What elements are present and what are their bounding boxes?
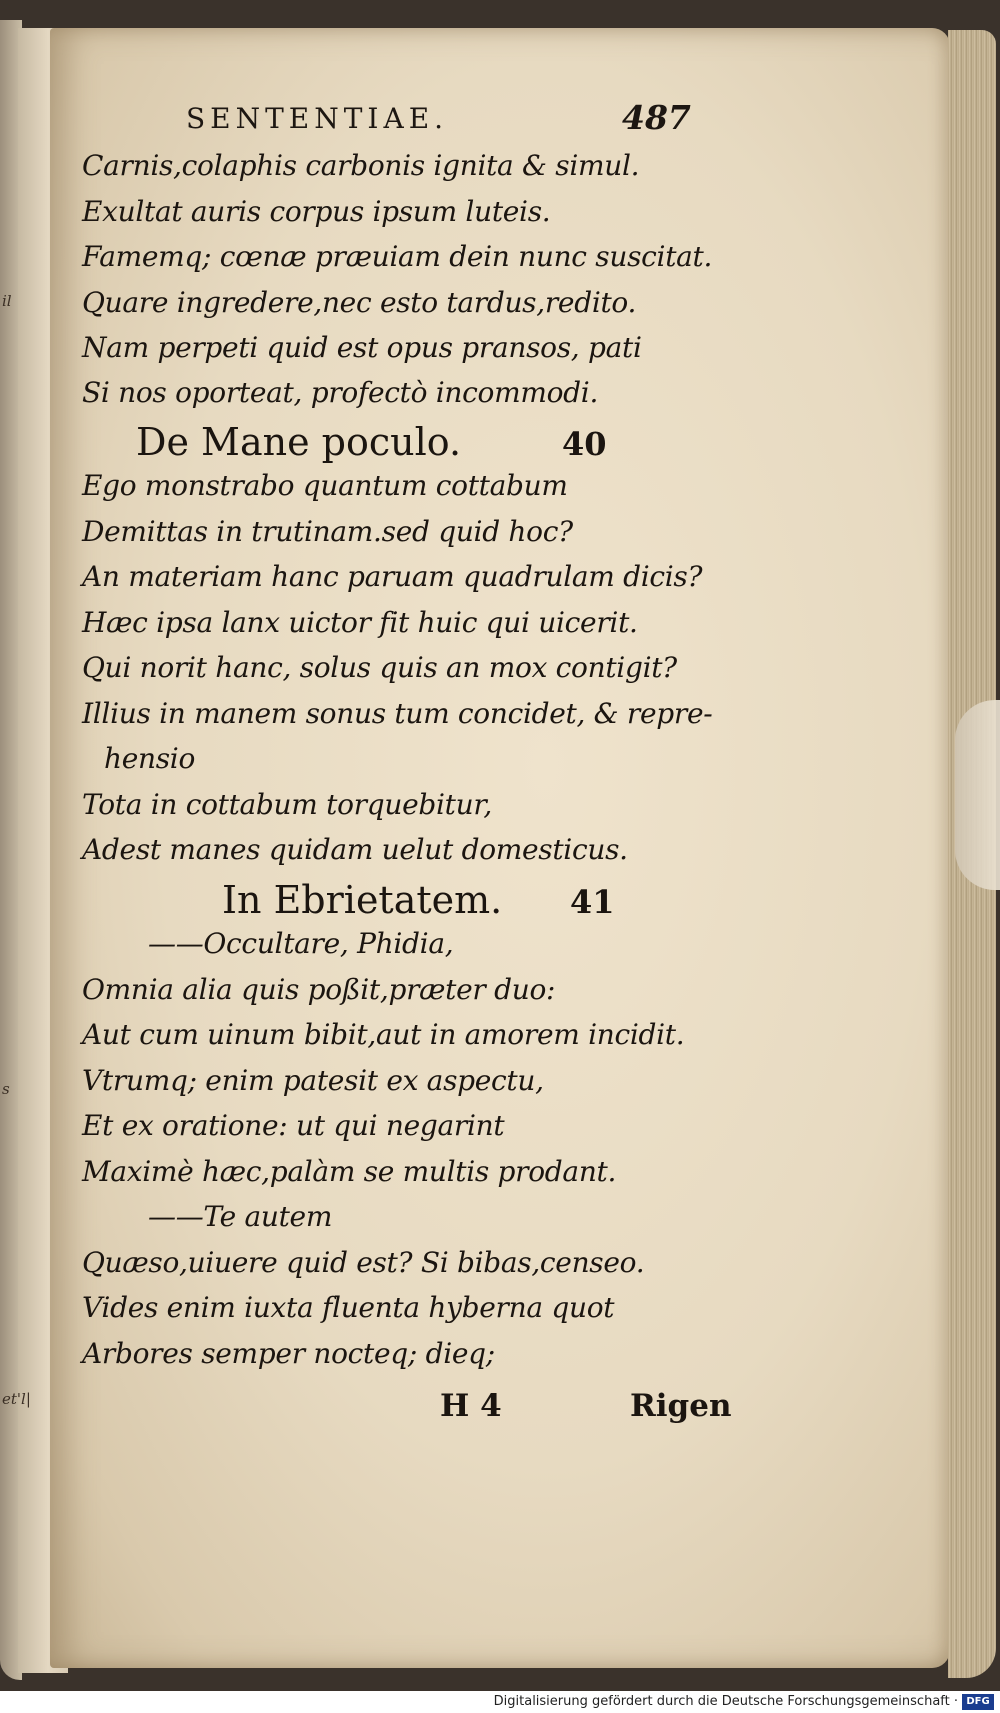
poem-heading: De Mane poculo. bbox=[136, 420, 462, 464]
signature-mark: H 4 bbox=[440, 1388, 502, 1424]
verse-line: Tota in cottabum torquebitur, bbox=[82, 788, 492, 821]
verse-line: Carnis,colaphis carbonis ignita & simul. bbox=[82, 149, 640, 182]
dfg-logo: DFG bbox=[962, 1694, 994, 1710]
verse-line: Quæso,uiuere quid est? Si bibas,censeo. bbox=[82, 1246, 645, 1279]
verse-line: Arbores semper nocteq; dieq; bbox=[82, 1337, 495, 1370]
verse-line: Vides enim iuxta fluenta hyberna quot bbox=[82, 1291, 615, 1324]
verse-line: Et ex oratione: ut qui negarint bbox=[82, 1109, 505, 1142]
poem-heading: In Ebrietatem. bbox=[222, 878, 503, 922]
verse-line: Si nos oporteat, profectò incommodi. bbox=[82, 376, 599, 409]
verse-line: Qui norit hanc, solus quis an mox contigit? bbox=[82, 651, 677, 684]
verse-line: ——Te autem bbox=[148, 1200, 333, 1233]
page-clip bbox=[955, 700, 1000, 890]
verse-line: Vtrumq; enim patesit ex aspectu, bbox=[82, 1064, 544, 1097]
running-title: SENTENTIAE. bbox=[186, 102, 449, 135]
verse-line: Ego monstrabo quantum cottabum bbox=[82, 469, 568, 502]
verse-line: Maximè hæc,palàm se multis prodant. bbox=[82, 1155, 617, 1188]
verse-line: Exultat auris corpus ipsum luteis. bbox=[82, 195, 551, 228]
verse-line: Hæc ipsa lanx uictor fit huic qui uicerit. bbox=[82, 606, 638, 639]
prev-page-marginalia: il bbox=[2, 292, 12, 310]
verse-line: Nam perpeti quid est opus pransos, pati bbox=[82, 331, 642, 364]
verse-line: Illius in manem sonus tum concidet, & repre- bbox=[82, 697, 713, 730]
credit-text: Digitalisierung gefördert durch die Deutsche Forschungsgemeinschaft · bbox=[493, 1694, 958, 1709]
catchword: Rigen bbox=[630, 1388, 732, 1424]
verse-line: Adest manes quidam uelut domesticus. bbox=[82, 833, 628, 866]
verse-line: Famemq; cœnæ præuiam dein nunc suscitat. bbox=[82, 240, 713, 273]
prev-page-marginalia: et'l| bbox=[2, 1390, 31, 1408]
page-number: 487 bbox=[622, 98, 691, 137]
verse-line: Quare ingredere,nec esto tardus,redito. bbox=[82, 286, 637, 319]
verse-line: Aut cum uinum bibit,aut in amorem incidit. bbox=[82, 1018, 685, 1051]
verse-line: Omnia alia quis poßit,præter duo: bbox=[82, 973, 556, 1006]
poem-number: 41 bbox=[570, 883, 615, 921]
verse-line: ——Occultare, Phidia, bbox=[148, 927, 454, 960]
verse-line: Demittas in trutinam.sed quid hoc? bbox=[82, 515, 573, 548]
verse-line: hensio bbox=[104, 742, 196, 775]
verse-line: An materiam hanc paruam quadrulam dicis? bbox=[82, 560, 703, 593]
prev-page-marginalia: s bbox=[2, 1080, 10, 1098]
poem-number: 40 bbox=[562, 425, 607, 463]
